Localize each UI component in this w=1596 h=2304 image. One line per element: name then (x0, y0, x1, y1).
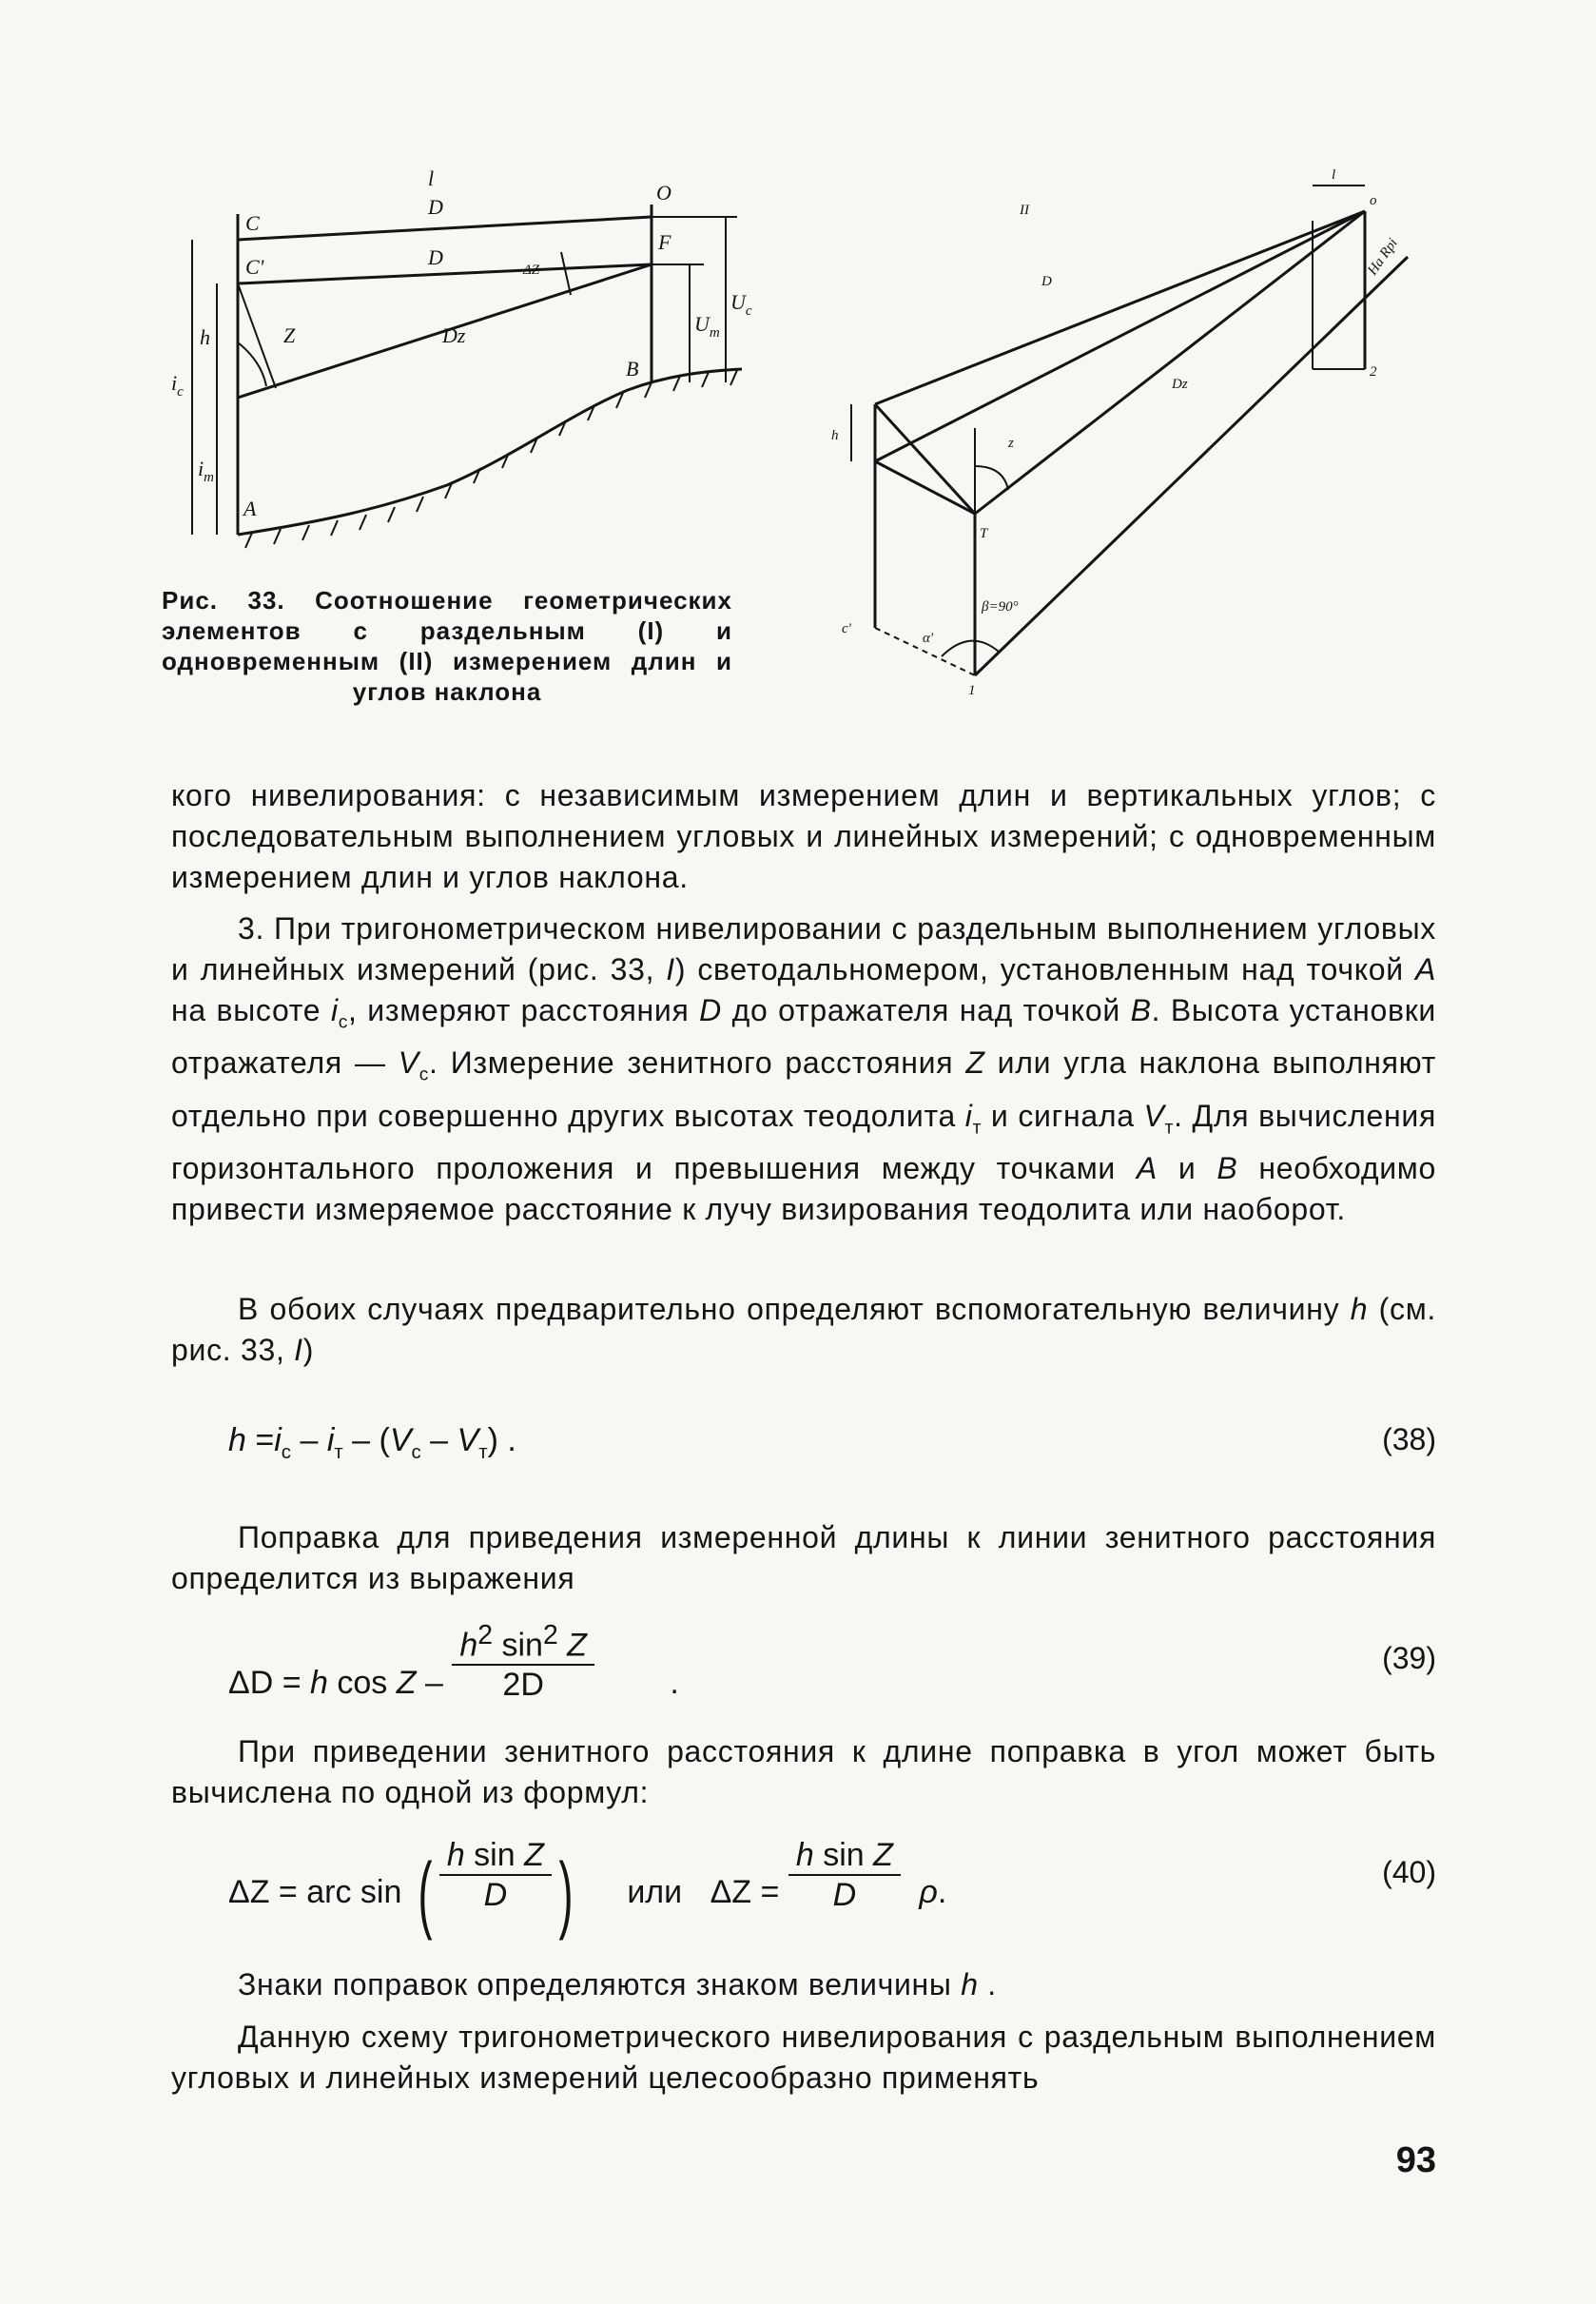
label-D: D (1041, 274, 1052, 289)
equation-number-39: (39) (1382, 1641, 1436, 1675)
edge-top-T (875, 404, 975, 514)
angle-beta-arc (942, 641, 999, 656)
label-F: F (658, 230, 671, 254)
paragraph-3: 3. При тригонометрическом нивелировании с раздельным выполнением угловых и линейных измерений (рис. 33, I) светодальномером, установленным над точкой A на высоте $i_c$, измеряют расстояния D до отражателя над точкой B. Высота установки отражателя — $V_c$. Измерение зенитного расстояния Z или угла наклона выполняют отдельно при совершенно других высотах теодолита $i_т$ и сигнала $V_т$. Для вычисления горизонтального проложения и превышения между точками A и B необходимо привести измеряемое расстояние к лучу визирования теодолита или наоборот. (171, 911, 1437, 1227)
line-C'-F (238, 264, 652, 283)
label-it: $i_т$ (198, 457, 214, 485)
equation-number-38: (38) (1382, 1422, 1436, 1456)
formula-39: ΔD = h cos Z – $\frac{h^2 \sin^2 Z}{2D}$ . (39) (228, 1617, 1436, 1712)
label-roman-II: II (1020, 203, 1029, 218)
label-alpha: α' (923, 631, 934, 646)
label-z: z (1008, 436, 1014, 451)
label-Ha-Rpi: На Rpi (1365, 235, 1401, 279)
edge-T-o (975, 211, 1365, 514)
paragraph-4: В обоих случаях предварительно определяют вспомогательную величину h (см. рис. 33, I) (171, 1292, 1437, 1367)
label-Z: Z (283, 323, 296, 347)
angle-z-arc (975, 466, 1008, 490)
line-from-C' (238, 283, 276, 388)
delta-z-marker (561, 252, 571, 295)
label-D-mid: D (428, 245, 443, 269)
label-B: B (626, 357, 639, 381)
label-C-prime: C' (245, 255, 264, 279)
paragraph-8: Данную схему тригонометрического нивелирования с раздельным выполнением угловых и линейных измерений целесообразно применять (171, 2020, 1436, 2095)
label-A: A (243, 497, 257, 520)
paragraph-5: Поправка для приведения измеренной длины к линии зенитного расстояния определится из выражения (171, 1520, 1436, 1595)
label-Ut: $U_т$ (694, 312, 720, 341)
paragraph-6: При приведении зенитного расстояния к длине поправка в угол может быть вычислена по одной из формул: (171, 1734, 1436, 1809)
figure-33-part-2 (818, 162, 1427, 713)
line-C-O (238, 217, 652, 240)
label-Dz: Dz (442, 323, 466, 347)
equation-number-40: (40) (1382, 1855, 1436, 1889)
edge-1-up (975, 257, 1408, 675)
edge-top-o (875, 211, 1365, 404)
label-O: O (656, 181, 671, 205)
figure-33-part-1 (171, 162, 761, 561)
label-l: l (1332, 167, 1336, 183)
formula-38: $h =i_c - i_т - (V_c - V_т)$ . (38) (228, 1422, 1436, 1463)
label-Dz: Dz (1172, 377, 1188, 392)
label-ic: $i_c$ (171, 371, 184, 400)
formula-40: ΔZ = arc sin ( $\frac{\text{h sin Z}}{D}$ ) или ΔZ = $\frac{\text{h sin Z}}{D}$ ρ. (40) (228, 1837, 1436, 1942)
page-number: 93 (1395, 2140, 1436, 2180)
label-Uc: $U_c$ (730, 290, 752, 319)
label-T: T (980, 526, 988, 541)
label-D-top: D (428, 195, 443, 219)
label-2: 2 (1370, 364, 1377, 380)
label-1: 1 (968, 683, 976, 698)
edge-mid-o (875, 211, 1365, 461)
label-h: h (831, 428, 839, 443)
edge-mid-T (875, 461, 975, 514)
figure-caption: Рис. 33. Соотношение геометрических элементов с раздельным (I) и одновременным (II) измерением длин и углов наклона (162, 586, 732, 706)
label-o: o (1370, 193, 1377, 208)
label-l: l (428, 166, 435, 190)
paragraph-7: Знаки поправок определяются знаком величины h . (238, 1967, 997, 2001)
ground-line (238, 369, 742, 535)
label-delta-z: ΔZ (523, 263, 540, 278)
label-C: C (245, 211, 260, 235)
paragraph-continuation: кого нивелирования: с независимым измерением длин и вертикальных углов; с последовательным выполнением угловых и линейных измерений; с одновременным измерением длин и углов наклона. (171, 778, 1436, 894)
label-beta: β=90° (982, 599, 1019, 615)
label-h: h (200, 325, 210, 349)
label-c-prime: c' (842, 621, 851, 636)
